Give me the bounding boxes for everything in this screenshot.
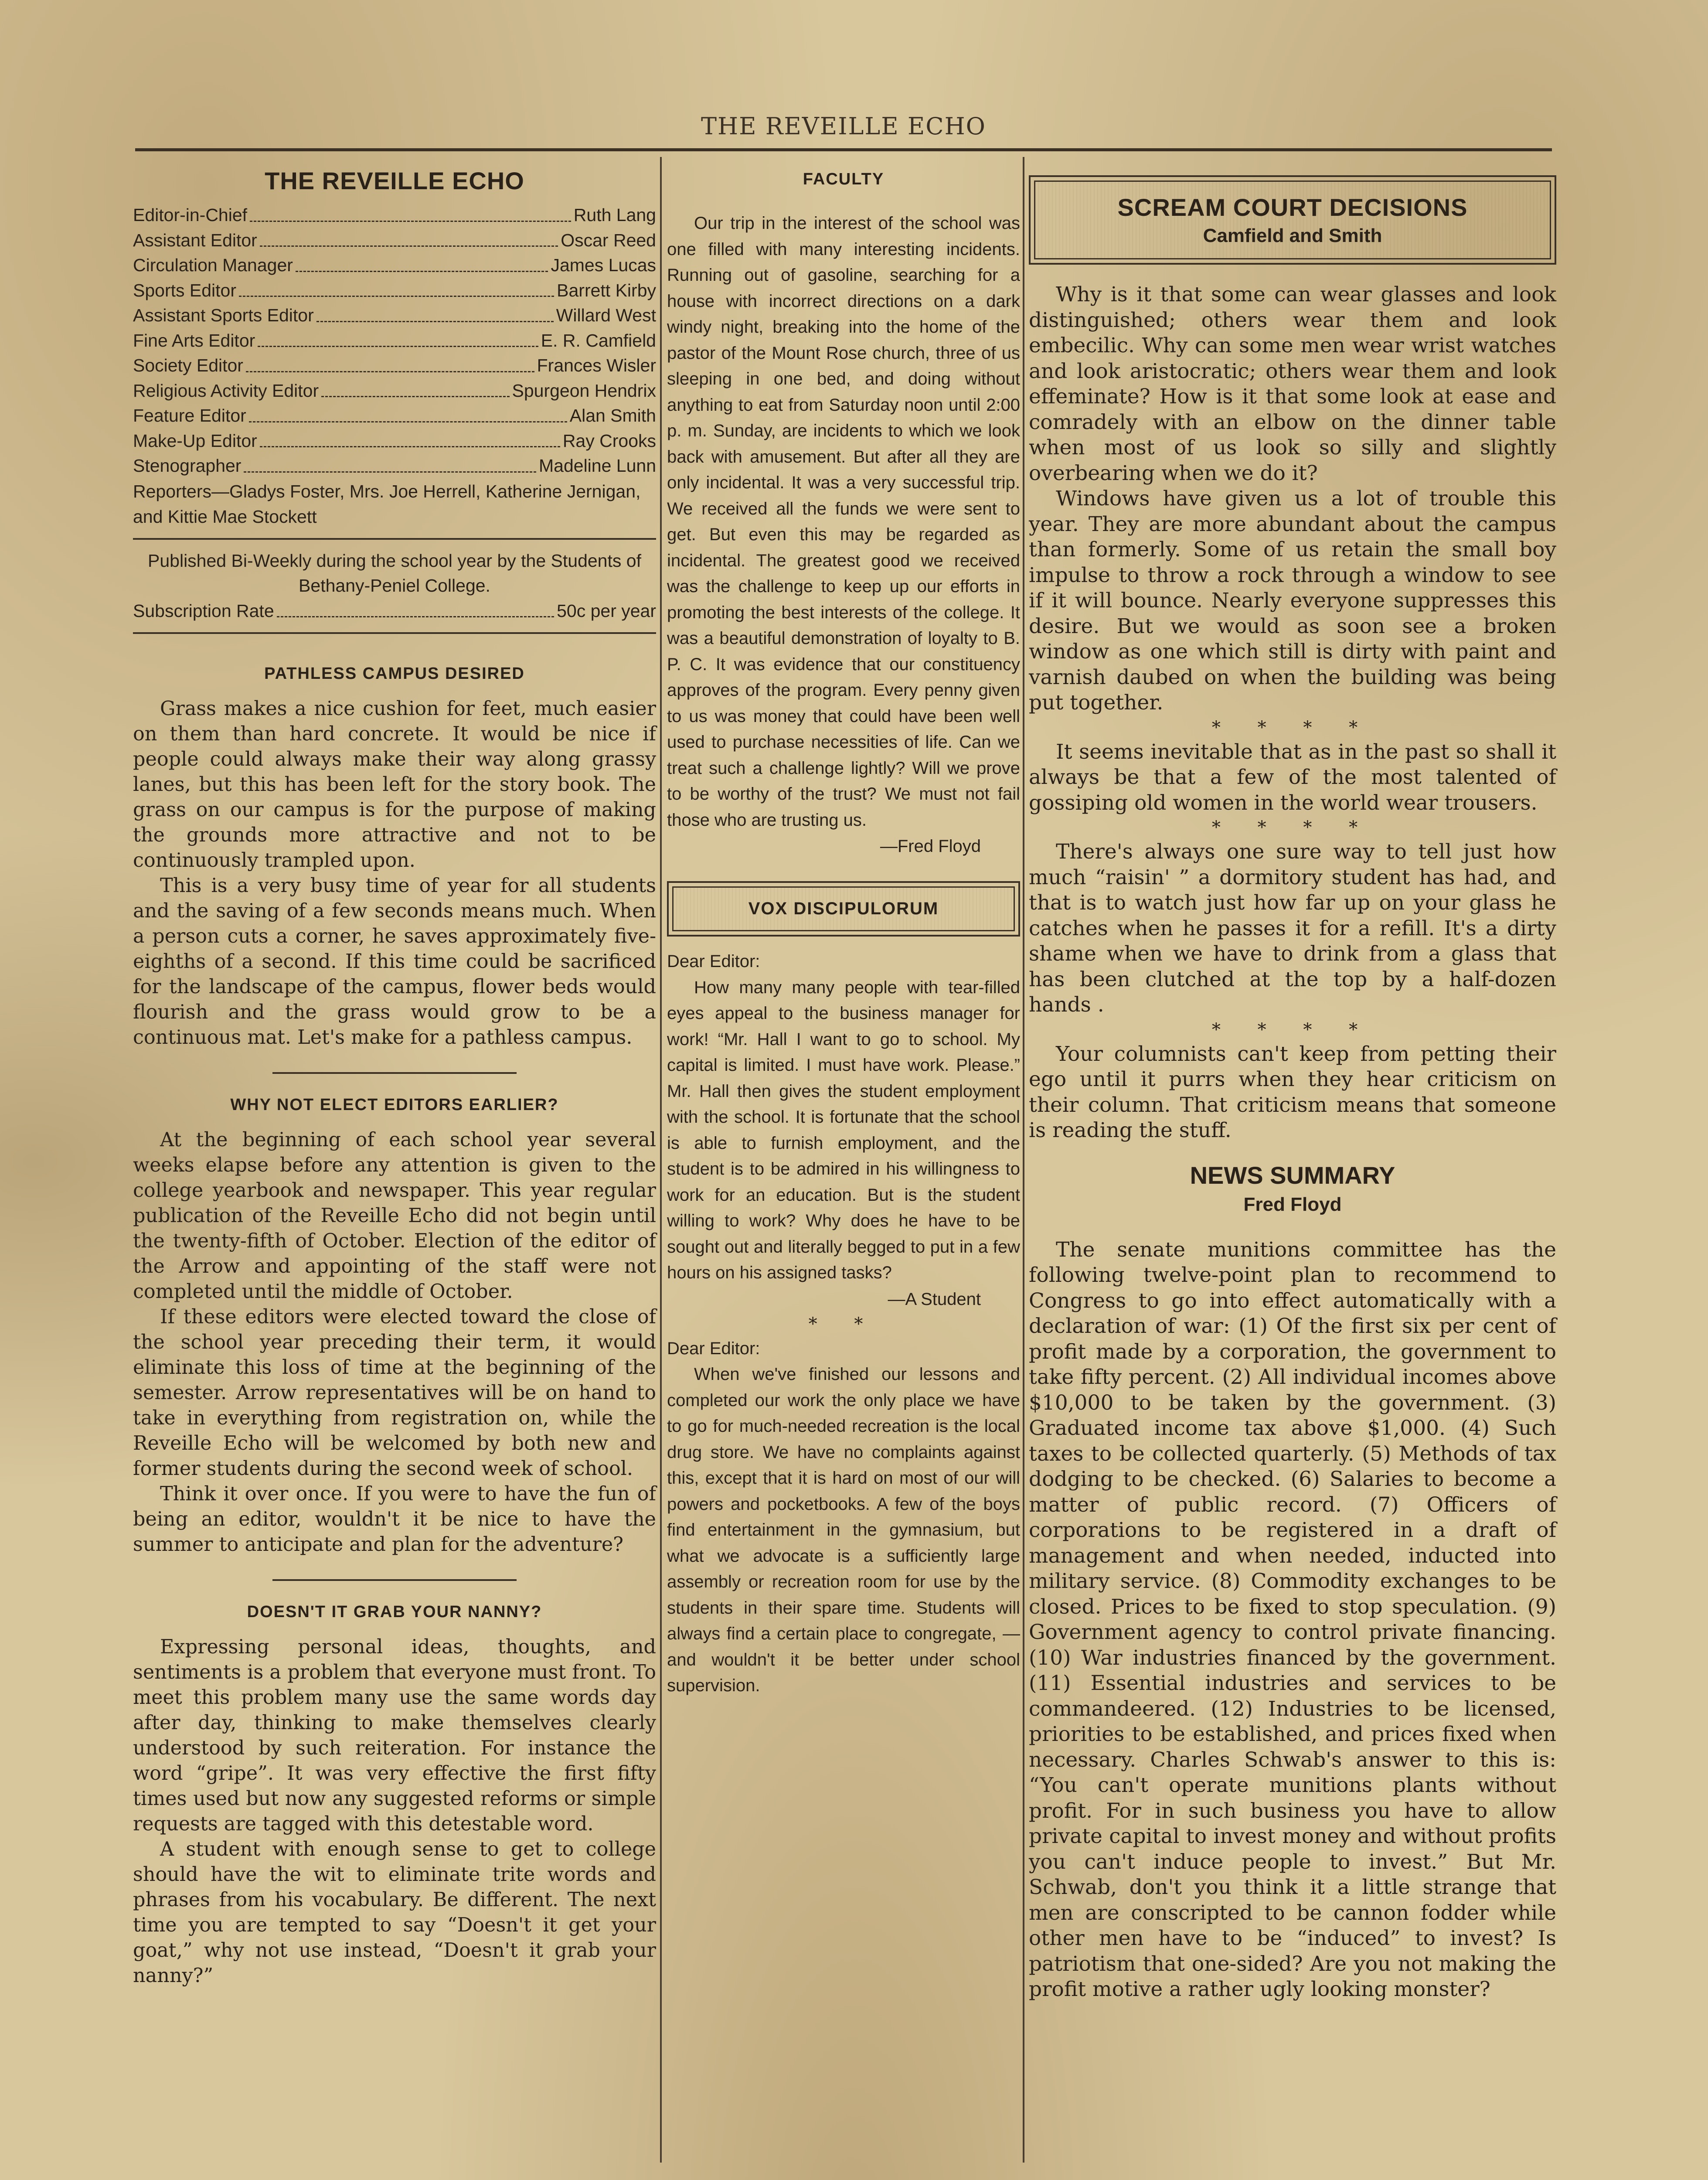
publication-note: Published Bi-Weekly during the school year by the Students of Bethany-Peniel College.: [148, 550, 641, 596]
byline: —A Student: [888, 1289, 981, 1309]
staff-name: Alan Smith: [569, 405, 656, 426]
masthead: THE REVEILLE ECHO: [701, 112, 986, 140]
staff-role: Assistant Editor: [133, 230, 257, 250]
headline-vox: VOX DISCIPULORUM: [748, 899, 939, 918]
masthead-rule: [135, 148, 1552, 151]
divider: [133, 632, 656, 634]
column-paragraph: There's always one sure way to tell just how much “raisin' ” a dormitory student has had, and that is to watch just how far up on your glass he catches when he passes it for a refill. It's a dirty shame when we have to drink from a glass that has been clutched at the top by a half-dozen hands .: [1029, 840, 1556, 1017]
article-paragraph: Our trip in the interest of the school was one filled with many interesting incidents. Running out of gasoline, searching for a house with incorrect directions on a dark windy night, breaking into the home of the pastor of the Mount Rose church, three of us sleeping in one bed, and doing without anything to eat from Saturday noon until 2:00 p. m. Sunday, are incidents to which we look back with amusement. But after all they are only incidental. It was a very successful trip. We received all the funds we were sent to get. But even this may be regarded as incidental. The greatest good we received was the challenge to keep up our efforts in promoting the best interests of the college. It was a beautiful demonstration of loyalty to B. P. C. It was evidence that our constituency approves of the program. Every penny given to us was money that could have been well used to purchase necessities of life. Can we treat such a challenge lightly? Will we prove to be worthy of the trust? We must not fail those who are trusting us.: [667, 214, 1020, 830]
staff-role: Society Editor: [133, 355, 243, 375]
staff-row: [133, 403, 656, 429]
staff-role: Assistant Sports Editor: [133, 305, 314, 325]
staff-role: Fine Arts Editor: [133, 330, 255, 351]
staff-name: Frances Wisler: [537, 355, 656, 375]
staff-reporters: Reporters—Gladys Foster, Mrs. Joe Herrell, Katherine Jernigan, and Kittie Mae Stockett: [133, 481, 641, 527]
headline-pathless: PATHLESS CAMPUS DESIRED: [264, 664, 525, 683]
column-middle: [667, 157, 1020, 1699]
staff-list: [133, 203, 656, 529]
staff-name: Oscar Reed: [561, 230, 656, 250]
article-paragraph: At the beginning of each school year several weeks elapse before any attention is given to the college yearbook and newspaper. This year regular publication of the Reveille Echo did not begin until the twenty-fifth of October. Election of the editor of the Arrow and appointing of the staff were not completed until the middle of October.: [133, 1129, 656, 1303]
staff-name: Barrett Kirby: [557, 280, 656, 300]
staff-role: Editor-in-Chief: [133, 205, 248, 225]
headline-scream: SCREAM COURT DECISIONS: [1117, 194, 1468, 221]
staff-role: Stenographer: [133, 456, 242, 476]
staff-name: Spurgeon Hendrix: [512, 380, 656, 401]
staff-row: [133, 453, 656, 479]
staff-name: Ruth Lang: [573, 205, 656, 225]
staff-name: Ray Crooks: [562, 430, 656, 451]
divider: [272, 1579, 517, 1581]
separator: * * * *: [1211, 818, 1374, 838]
staff-role: Make-Up Editor: [133, 430, 257, 451]
staff-row: [133, 203, 656, 228]
article-paragraph: A student with enough sense to get to college should have the wit to eliminate trite words and phrases from his vocabulary. Be different. The next time you are tempted to say “Doesn't it get your goat,” why not use instead, “Doesn't it grab your nanny?”: [133, 1838, 656, 1987]
article-paragraph: This is a very busy time of year for all students and the saving of a few seconds means much. When a person cuts a corner, he saves approximately five-eighths of a second. If this time could be sacrificed for the landscape of the campus, flower beds would flourish and the grass would grow to be a continuous mat. Let's make for a pathless campus.: [133, 875, 656, 1049]
staff-row: [133, 378, 656, 404]
staff-name: Willard West: [556, 305, 656, 325]
staff-role: Sports Editor: [133, 280, 236, 300]
article-paragraph: If these editors were elected toward the close of the school year preceding their term, it would eliminate this loss of time at the beginning of the semester. Arrow representatives will be on hand to take in everything from registration on, while the Reveille Echo will be welcomed by both new and former students during the second week of school.: [133, 1306, 656, 1480]
column-right: [1029, 157, 1556, 2003]
article-paragraph: Grass makes a nice cushion for feet, much easier on them than hard concrete. It would be nice if people could always make their way along grassy lanes, but this has been left for the story book. The grass on our campus is for the purpose of making the grounds more attractive and not to be continuously trampled upon.: [133, 698, 656, 872]
vox-title-box: [667, 881, 1020, 937]
article-paragraph: Think it over once. If you were to have the fun of being an editor, wouldn't it be nice to have the summer to anticipate and plan for the adventure?: [133, 1483, 656, 1556]
staff-name: Madeline Lunn: [539, 456, 656, 476]
staff-name: E. R. Camfield: [541, 330, 656, 351]
staff-role: Feature Editor: [133, 405, 246, 426]
letter-paragraph: How many many people with tear-filled eyes appeal to the business manager for work! “Mr. Hall I want to go to school. My capital is limited. I must have work. Please.” Mr. Hall then gives the student employment with the school. It is fortunate that the school is able to furnish employment, and the student is to be admired in his willingness to work for an education. But is the student willing to work? Why does he have to be sought out and literally begged to put in a few hours on his assigned tasks?: [667, 978, 1020, 1282]
divider: [272, 1072, 517, 1074]
column-paragraph: Windows have given us a lot of trouble this year. They are more abundant about the campus than formerly. Some of us retain the small boy impulse to throw a rock through a window to see if it will bounce. Nearly everyone suppresses this desire. But we would as soon see a broken window as one which still is dirty with paint and varnish daubed on when the building was being put together.: [1029, 487, 1556, 715]
headline-editors: WHY NOT ELECT EDITORS EARLIER?: [230, 1096, 559, 1114]
staff-row: [133, 328, 656, 354]
separator: * *: [808, 1314, 879, 1334]
headline-faculty: FACULTY: [803, 170, 885, 188]
staff-row: [133, 303, 656, 328]
staff-role: Circulation Manager: [133, 255, 293, 275]
staff-box-title: THE REVEILLE ECHO: [265, 167, 524, 194]
byline: —Fred Floyd: [880, 837, 981, 856]
separator: * * * *: [1211, 717, 1374, 738]
divider: [133, 538, 656, 540]
column-left: [133, 157, 656, 1989]
subscription-value: 50c per year: [557, 600, 656, 621]
headline-nanny: DOESN'T IT GRAB YOUR NANNY?: [247, 1603, 542, 1621]
staff-row: [133, 278, 656, 303]
column-paragraph: Why is it that some can wear glasses and look distinguished; others wear them and look embecilic. Why can some men wear wrist watches and look aristocratic; others wear them and look effeminate? How is it that some look at ease and comradely with an elbow on the dinner table when most of us look so silly and slightly overbearing when we do it?: [1029, 283, 1556, 485]
article-paragraph: Expressing personal ideas, thoughts, and sentiments is a problem that everyone must front. To meet this problem many use the same words day after day, thinking to make themselves clearly understood by such reiteration. For instance the word “gripe”. It was very effective the first fifty times used but now any suggested reforms or simple requests are tagged with this detestable word.: [133, 1636, 656, 1835]
separator: * * * *: [1211, 1019, 1374, 1040]
staff-row: [133, 429, 656, 454]
column-divider-2: [1023, 157, 1024, 2163]
staff-row: [133, 228, 656, 253]
byline: Fred Floyd: [1243, 1193, 1342, 1215]
headline-news: NEWS SUMMARY: [1190, 1161, 1395, 1189]
staff-row: [133, 353, 656, 378]
column-paragraph: It seems inevitable that as in the past so shall it always be that a few of the most talented of gossiping old women in the world wear trousers.: [1029, 739, 1556, 815]
staff-role: Religious Activity Editor: [133, 380, 319, 401]
column-paragraph: Your columnists can't keep from petting their ego until it purrs when they hear criticism on their column. That criticism means that someone is reading the stuff.: [1029, 1042, 1556, 1142]
letter-paragraph: When we've finished our lessons and completed our work the only place we have to go for much-needed recreation is the local drug store. We have no complaints against this, except that it is hard on most of our will powers and pocketbooks. A few of the boys find entertainment in the gymnasium, but what we advocate is a sufficiently large assembly or recreation room for use by the students in their spare time. Students will always find a certain place to congregate, — and wouldn't it be better under school supervision.: [667, 1365, 1020, 1695]
subscription-row: [133, 599, 656, 624]
staff-row: [133, 253, 656, 278]
salutation: Dear Editor:: [667, 1339, 760, 1358]
salutation: Dear Editor:: [667, 952, 760, 971]
subscription-label: Subscription Rate: [133, 600, 274, 621]
scream-title-box: [1029, 175, 1556, 265]
staff-name: James Lucas: [551, 255, 656, 275]
article-paragraph: The senate munitions committee has the following twelve-point plan to recommend to Congress to go into effect automatically with a declaration of war: (1) Of the first six per cent of profit made by a corporation, the government to take fifty percent. (2) All individual incomes above $10,000 to be taken by the government. (3) Graduated income tax above $1,000. (4) Such taxes to be collected quarterly. (5) Methods of tax dodging to be checked. (6) Salaries to become a matter of public record. (7) Officers of corporations to be registered in a draft of management and when needed, inducted into military service. (8) Commodity exchanges to be closed. Prices to be fixed to stop speculation. (9) Government agency to control private financing. (10) War industries financed by the government. (11) Essential industries and services to be commandeered. (12) Industries to be licensed, priorities to be established, and prices fixed when necessary. Charles Schwab's answer to this is: “You can't operate munitions plants without profit. For in such business you have to allow private capital to invest money and without profits you can't induce people to invest.” But Mr. Schwab, don't you think it a little strange that men are conscripted to be cannon fodder while other men have to be “induced” to invest? Is patriotism that one-sided? Are you not making the profit motive a rather ugly looking monster?: [1029, 1237, 1556, 2001]
byline: Camfield and Smith: [1203, 225, 1382, 246]
column-divider-1: [660, 157, 662, 2163]
